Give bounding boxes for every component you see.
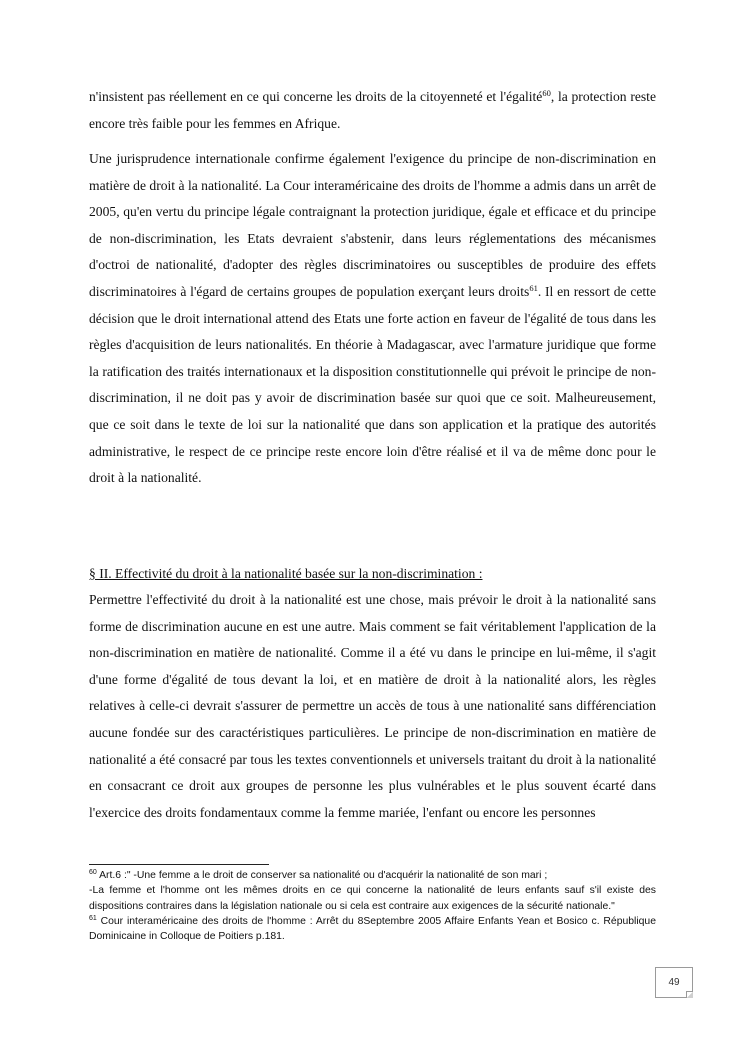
footnote-61 — [89, 914, 656, 945]
page-number: 49 — [668, 977, 680, 988]
footnote-60-number: 60 — [89, 869, 97, 876]
paragraph-2-text: Une jurisprudence internationale confirme également l'exigence du principe de non-discrimination en matière de droit à la nationalité. La Cour interaméricaine des droits de l'homme a admis dans un arrêt de 2005, qu'en vertu du principe légale contraignant la protection juridique, égale et efficace et du principe de non-discrimination, les Etats devraient s'abstenir, dans leurs réglementations des mécanismes d'octroi de nationalité, d'adopter des règles discriminatoires ou susceptibles de produire des effets discriminatoires à l'égard de certains groupes de population exerçant leurs droits — [89, 151, 656, 299]
page-number-box — [655, 967, 693, 998]
paragraph-1 — [89, 84, 656, 137]
footnote-60-continued: -La femme et l'homme ont les mêmes droits en ce qui concerne la nationalité de leurs enfants sauf s'il existe des dispositions contraires dans la législation nationale ou si cela est contraire aux exigences de la sécurité nationale." — [89, 885, 656, 912]
footnote-61-number: 61 — [89, 914, 97, 922]
footnote-60-line-1: Art.6 :" -Une femme a le droit de conserver sa nationalité ou d'acquérir la nationalité de son mari ; — [99, 870, 548, 881]
paragraph-1-text: n'insistent pas réellement en ce qui concerne les droits de la citoyenneté et l'égalité — [89, 89, 543, 104]
footnote-separator — [89, 864, 269, 865]
footnote-60 — [89, 868, 656, 883]
footnote-ref-61[interactable]: 61 — [529, 282, 538, 293]
section-heading: § II. Effectivité du droit à la nationalité basée sur la non-discrimination : — [89, 566, 483, 581]
footnote-ref-60[interactable]: 60 — [542, 88, 551, 98]
paragraph-2-text-after: . Il en ressort de cette décision que le droit international attend des Etats une forte action en faveur de l'égalité de tous dans les règles d'acquisition de leurs nationalités. En théorie à Madagascar, avec l'armature juridique que forme la ratification des traités internationaux et la disposition constitutionnelle qui prévoit le principe de non-discrimination, il ne doit pas y avoir de discrimination basée sur quoi que ce soit. Malheureusement, que ce soit dans le texte de loi sur la nationalité que dans son application et la pratique des autorités administrative, le respect de ce principe reste encore loin d'être réalisé et il va de même donc pour le droit à la nationalité. — [89, 283, 656, 486]
footnote-61-line-1: Cour interaméricaine des droits de l'homme : Arrêt du 8Septembre 2005 Affaire Enfants Yean et Bosico c. République Dominicaine in Colloque de Poitiers p.181. — [89, 915, 656, 943]
paragraph-3: Permettre l'effectivité du droit à la nationalité est une chose, mais prévoir le droit à la nationalité sans forme de discrimination aucune en est une autre. Mais comment se fait véritablement l'application de la non-discrimination en matière de nationalité. Comme il a été vu dans le principe en lui-même, il s'agit d'une forme d'égalité de tous devant la loi, et en matière de droit à la nationalité alors, les règles relatives à celle-ci devrait s'assurer de permettre un accès de tous à une nationalité sans différenciation aucune fondée sur des caractéristiques particulières. Le principe de non-discrimination en matière de nationalité a été consacré par tous les textes conventionnels et universels traitant du droit à la nationalité en consacrant ce droit aux groupes de personne les plus vulnérables et le plus souvent écarté dans l'exercice des droits fondamentaux comme la femme mariée, l'enfant ou encore les personnes — [89, 592, 656, 820]
footnotes — [89, 868, 656, 944]
paragraph-2 — [89, 146, 656, 492]
paragraph-1-text-after: , la protection reste encore très faible pour les femmes en Afrique. — [89, 89, 656, 131]
